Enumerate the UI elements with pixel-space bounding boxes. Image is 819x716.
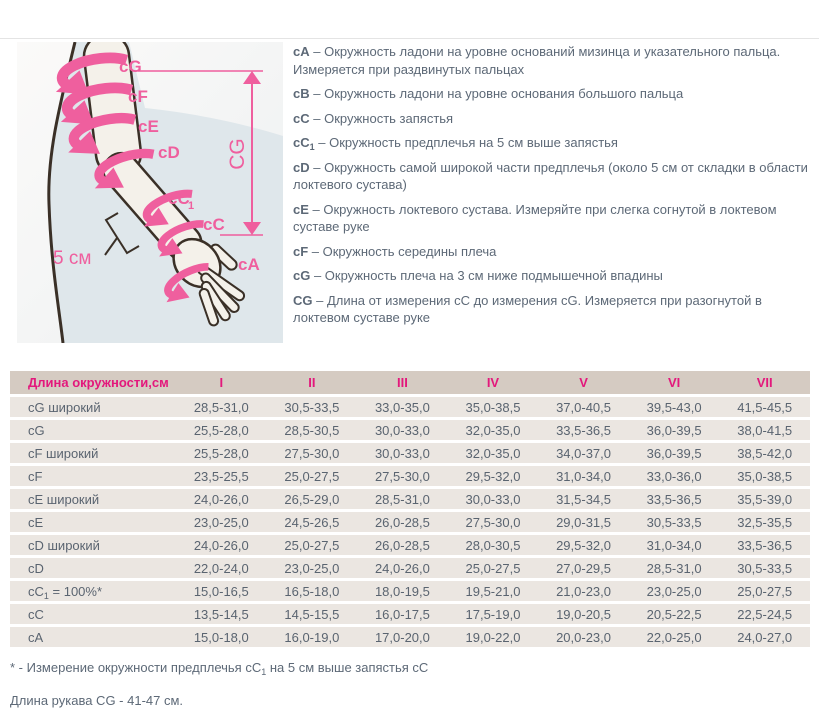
size-table-row — [10, 535, 810, 555]
arm-label-cc1-sub: 1 — [188, 200, 195, 212]
size-table-row — [10, 443, 810, 463]
size-range-cell: 22,0-24,0 — [176, 558, 267, 578]
measure-row-label: cC — [10, 604, 176, 624]
measurement-description: cE – Окружность локтевого сустава. Измеряйте при слегка согнутой в локтевом суставе руке — [293, 201, 777, 234]
size-range-cell: 24,0-26,0 — [176, 535, 267, 555]
arm-label-cc1: cC — [168, 189, 190, 208]
measure-row-label: cG — [10, 420, 176, 440]
size-range-cell: 19,0-22,0 — [448, 627, 539, 647]
size-range-cell: 38,5-42,0 — [719, 443, 810, 463]
size-range-cell: 27,0-29,5 — [538, 558, 629, 578]
size-table-row — [10, 627, 810, 647]
size-range-cell: 27,5-30,0 — [357, 466, 448, 486]
size-range-cell: 36,0-39,5 — [629, 420, 720, 440]
arm-label-cd: cD — [158, 143, 180, 162]
size-range-cell: 33,5-36,5 — [538, 420, 629, 440]
size-table — [10, 368, 810, 650]
measurement-description: cD – Окружность самой широкой части предплечья (около 5 см от складки в области локтевого сустава) — [293, 159, 808, 192]
size-table-row — [10, 466, 810, 486]
size-range-cell: 31,0-34,0 — [629, 535, 720, 555]
size-range-cell: 23,0-25,0 — [629, 581, 720, 601]
size-range-cell: 33,5-36,5 — [629, 489, 720, 509]
size-range-cell: 18,0-19,5 — [357, 581, 448, 601]
size-table-header-label: Длина окружности,см — [10, 371, 176, 394]
size-range-cell: 25,0-27,5 — [267, 535, 358, 555]
measure-row-label: cD широкий — [10, 535, 176, 555]
size-table-row — [10, 420, 810, 440]
arm-label-ce: cE — [138, 117, 159, 136]
size-range-cell: 29,0-31,5 — [538, 512, 629, 532]
size-range-cell: 25,0-27,5 — [719, 581, 810, 601]
measure-row-label: cE широкий — [10, 489, 176, 509]
size-range-cell: 39,5-43,0 — [629, 397, 720, 417]
size-range-cell: 27,5-30,0 — [448, 512, 539, 532]
size-range-cell: 32,5-35,5 — [719, 512, 810, 532]
size-range-cell: 31,0-34,0 — [538, 466, 629, 486]
arm-label-cf: cF — [128, 87, 148, 106]
arm-measurement-illustration — [17, 42, 283, 343]
size-range-cell: 26,5-29,0 — [267, 489, 358, 509]
size-range-cell: 14,5-15,5 — [267, 604, 358, 624]
measure-row-label: cD — [10, 558, 176, 578]
size-range-cell: 20,0-23,0 — [538, 627, 629, 647]
size-column-header: I — [176, 371, 267, 394]
size-range-cell: 25,5-28,0 — [176, 420, 267, 440]
size-range-cell: 28,5-31,0 — [629, 558, 720, 578]
size-range-cell: 25,0-27,5 — [267, 466, 358, 486]
measurement-description: cA – Окружность ладони на уровне оснований мизинца и указательного пальца. Измеряется при раздвинутых пальцах — [293, 44, 781, 77]
measurement-description: cG – Окружность плеча на 3 см ниже подмышечной впадины — [293, 268, 663, 283]
measure-row-label: cF широкий — [10, 443, 176, 463]
size-range-cell: 24,0-26,0 — [357, 558, 448, 578]
arm-label-cg: cG — [119, 57, 142, 76]
size-range-cell: 22,5-24,5 — [719, 604, 810, 624]
size-range-cell: 24,0-26,0 — [176, 489, 267, 509]
cg-length-label: CG — [226, 138, 249, 170]
footnote: Длина рукава CG - 41-47 см. — [10, 693, 184, 708]
size-range-cell: 23,0-25,0 — [267, 558, 358, 578]
size-range-cell: 19,0-20,5 — [538, 604, 629, 624]
measure-row-label: cG широкий — [10, 397, 176, 417]
size-range-cell: 30,5-33,5 — [629, 512, 720, 532]
size-range-cell: 28,5-31,0 — [357, 489, 448, 509]
measurement-description: cF – Окружность середины плеча — [293, 243, 497, 259]
size-range-cell: 35,0-38,5 — [448, 397, 539, 417]
size-table-header-row — [10, 371, 810, 394]
measure-row-label: $cC_1 = 100\%*$ — [10, 581, 176, 601]
size-range-cell: 32,0-35,0 — [448, 420, 539, 440]
size-range-cell: 30,0-33,0 — [448, 489, 539, 509]
measure-row-label: cF — [10, 466, 176, 486]
size-range-cell: 28,5-30,5 — [267, 420, 358, 440]
size-range-cell: 30,0-33,0 — [357, 443, 448, 463]
size-range-cell: 33,0-35,0 — [357, 397, 448, 417]
footnote: * - Измерение окружности предплечья $cC_1$ на 5 см выше запястья cC — [10, 660, 429, 677]
size-range-cell: 38,0-41,5 — [719, 420, 810, 440]
size-column-header: VII — [719, 371, 810, 394]
arm-label-ca: cA — [238, 255, 260, 274]
size-column-header: III — [357, 371, 448, 394]
size-range-cell: 28,5-31,0 — [176, 397, 267, 417]
size-range-cell: 31,5-34,5 — [538, 489, 629, 509]
size-range-cell: 30,5-33,5 — [719, 558, 810, 578]
size-table-row — [10, 558, 810, 578]
five-cm-label: 5 см — [53, 248, 92, 269]
size-range-cell: 36,0-39,5 — [629, 443, 720, 463]
size-column-header: V — [538, 371, 629, 394]
measure-row-label: cE — [10, 512, 176, 532]
size-range-cell: 25,0-27,5 — [448, 558, 539, 578]
size-range-cell: 24,5-26,5 — [267, 512, 358, 532]
size-range-cell: 24,0-27,0 — [719, 627, 810, 647]
size-range-cell: 21,0-23,0 — [538, 581, 629, 601]
size-range-cell: 13,5-14,5 — [176, 604, 267, 624]
size-range-cell: 22,0-25,0 — [629, 627, 720, 647]
size-table-row — [10, 397, 810, 417]
size-range-cell: 17,0-20,0 — [357, 627, 448, 647]
arm-label-cc: cC — [203, 215, 225, 234]
size-range-cell: 19,5-21,0 — [448, 581, 539, 601]
size-range-cell: 26,0-28,5 — [357, 512, 448, 532]
size-range-cell: 27,5-30,0 — [267, 443, 358, 463]
size-range-cell: 33,5-36,5 — [719, 535, 810, 555]
size-table-row — [10, 581, 810, 601]
size-range-cell: 28,0-30,5 — [448, 535, 539, 555]
size-table-row — [10, 512, 810, 532]
size-range-cell: 30,0-33,0 — [357, 420, 448, 440]
footnotes — [10, 659, 809, 710]
size-range-cell: 16,0-17,5 — [357, 604, 448, 624]
measurement-guide-section — [0, 0, 819, 345]
size-range-cell: 15,0-18,0 — [176, 627, 267, 647]
size-range-cell: 35,0-38,5 — [719, 466, 810, 486]
measurement-description: $cC_1$ – Окружность предплечья на 5 см выше запястья — [293, 135, 618, 152]
size-column-header: VI — [629, 371, 720, 394]
size-table-section — [10, 368, 810, 650]
measurement-descriptions — [293, 43, 813, 334]
size-range-cell: 16,0-19,0 — [267, 627, 358, 647]
measurement-description: cC – Окружность запястья — [293, 110, 454, 126]
size-column-header: IV — [448, 371, 539, 394]
size-range-cell: 34,0-37,0 — [538, 443, 629, 463]
size-column-header: II — [267, 371, 358, 394]
size-range-cell: 20,5-22,5 — [629, 604, 720, 624]
size-table-row — [10, 604, 810, 624]
size-range-cell: 29,5-32,0 — [538, 535, 629, 555]
size-range-cell: 29,5-32,0 — [448, 466, 539, 486]
size-range-cell: 35,5-39,0 — [719, 489, 810, 509]
size-range-cell: 37,0-40,5 — [538, 397, 629, 417]
size-range-cell: 25,5-28,0 — [176, 443, 267, 463]
size-range-cell: 17,5-19,0 — [448, 604, 539, 624]
size-range-cell: 30,5-33,5 — [267, 397, 358, 417]
size-range-cell: 16,5-18,0 — [267, 581, 358, 601]
size-range-cell: 23,5-25,5 — [176, 466, 267, 486]
size-range-cell: 23,0-25,0 — [176, 512, 267, 532]
measure-row-label: cA — [10, 627, 176, 647]
size-range-cell: 41,5-45,5 — [719, 397, 810, 417]
size-range-cell: 32,0-35,0 — [448, 443, 539, 463]
measurement-description: cB – Окружность ладони на уровне основания большого пальца — [293, 86, 684, 101]
size-range-cell: 26,0-28,5 — [357, 535, 448, 555]
measurement-description: CG – Длина от измерения cC до измерения cG. Измеряется при разогнутой в локтевом суставе руке — [293, 292, 762, 325]
size-range-cell: 33,0-36,0 — [629, 466, 720, 486]
size-range-cell: 15,0-16,5 — [176, 581, 267, 601]
size-table-row — [10, 489, 810, 509]
